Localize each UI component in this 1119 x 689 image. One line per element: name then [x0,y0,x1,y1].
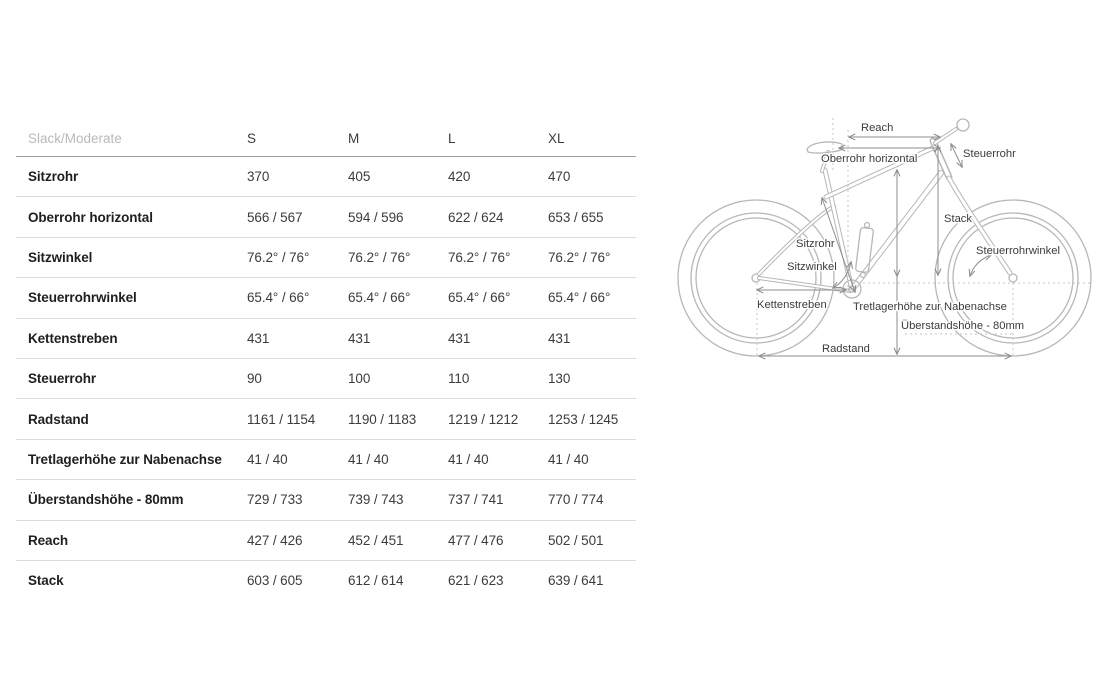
steuerrohrwinkel-arc [970,255,991,276]
row-label: Reach [28,532,69,548]
size-column-s: S [247,130,257,146]
row-value: 566 / 567 [247,209,303,225]
row-label: Radstand [28,411,89,427]
row-value: 621 / 623 [448,573,504,589]
row-value: 739 / 743 [348,492,404,508]
row-value: 729 / 733 [247,492,303,508]
row-value: 612 / 614 [348,573,404,589]
row-value: 477 / 476 [448,532,504,548]
tretlagerhoehe-label: Tretlagerhöhe zur Nabenachse [853,301,1007,313]
row-value: 110 [448,371,470,387]
row-value: 502 / 501 [548,532,604,548]
row-value: 737 / 741 [448,492,504,508]
row-value: 452 / 451 [348,532,404,548]
row-label: Steuerrohrwinkel [28,290,137,306]
row-value: 405 [348,169,371,185]
row-value: 653 / 655 [548,209,604,225]
geometry-table [16,120,636,600]
row-value: 1219 / 1212 [448,411,519,427]
ueberstandshoehe-label: Überstandshöhe - 80mm [901,320,1025,332]
bike-geometry-diagram [672,98,1119,522]
kettenstreben-label: Kettenstreben [757,299,827,311]
row-value: 594 / 596 [348,209,404,225]
row-value: 41 / 40 [448,451,489,467]
radstand-label: Radstand [822,343,870,355]
table-row [16,521,636,561]
row-value: 431 [448,330,471,346]
row-label: Steuerrohr [28,371,97,387]
row-label: Stack [28,573,64,589]
row-value: 370 [247,169,270,185]
table-row [16,359,636,399]
row-label: Tretlagerhöhe zur Nabenachse [28,451,222,467]
row-value: 470 [548,169,571,185]
diagram-labels [757,122,1060,355]
table-row [16,157,636,197]
steuerrohr-arrow [951,144,962,167]
table-row [16,278,636,318]
row-value: 76.2° / 76° [247,249,310,265]
steuerrohr-label: Steuerrohr [963,148,1016,160]
row-value: 603 / 605 [247,573,303,589]
oberrohr-label: Oberrohr horizontal [821,153,918,165]
row-value: 639 / 641 [548,573,604,589]
row-value: 1190 / 1183 [348,411,417,427]
row-value: 65.4° / 66° [548,290,611,306]
row-value: 427 / 426 [247,532,303,548]
table-row [16,440,636,480]
row-value: 420 [448,169,471,185]
row-value: 65.4° / 66° [247,290,310,306]
table-row [16,480,636,520]
row-label: Sitzrohr [28,169,79,185]
table-row [16,238,636,278]
sitzrohr-label: Sitzrohr [796,238,835,250]
row-value: 90 [247,371,262,387]
table-row [16,197,636,237]
handlebar-grip [957,119,969,131]
row-label: Kettenstreben [28,330,118,346]
row-value: 76.2° / 76° [548,249,611,265]
row-value: 770 / 774 [548,492,604,508]
row-value: 65.4° / 66° [348,290,411,306]
row-value: 1253 / 1245 [548,411,619,427]
row-value: 130 [548,371,571,387]
row-value: 431 [548,330,571,346]
row-value: 76.2° / 76° [348,249,411,265]
sitzwinkel-label: Sitzwinkel [787,261,837,273]
size-column-xl: XL [548,130,565,146]
row-value: 76.2° / 76° [448,249,511,265]
table-row [16,319,636,359]
row-value: 41 / 40 [348,451,389,467]
steuerrohrwinkel-label: Steuerrohrwinkel [976,245,1060,257]
stack-label: Stack [944,213,972,225]
size-column-m: M [348,130,360,146]
geometry-table-header [16,120,636,157]
row-value: 41 / 40 [247,451,288,467]
row-value: 100 [348,371,371,387]
reach-label: Reach [861,122,894,134]
geometry-rows [16,157,636,600]
row-value: 431 [348,330,371,346]
row-value: 622 / 624 [448,209,504,225]
row-value: 41 / 40 [548,451,589,467]
row-label: Überstandshöhe - 80mm [28,492,184,508]
row-value: 1161 / 1154 [247,411,316,427]
row-value: 65.4° / 66° [448,290,511,306]
row-label: Sitzwinkel [28,249,93,265]
table-header-label: Slack/Moderate [28,130,122,146]
saddle [807,142,843,153]
size-column-l: L [448,130,456,146]
table-row [16,561,636,600]
row-value: 431 [247,330,270,346]
row-label: Oberrohr horizontal [28,209,153,225]
table-row [16,399,636,439]
